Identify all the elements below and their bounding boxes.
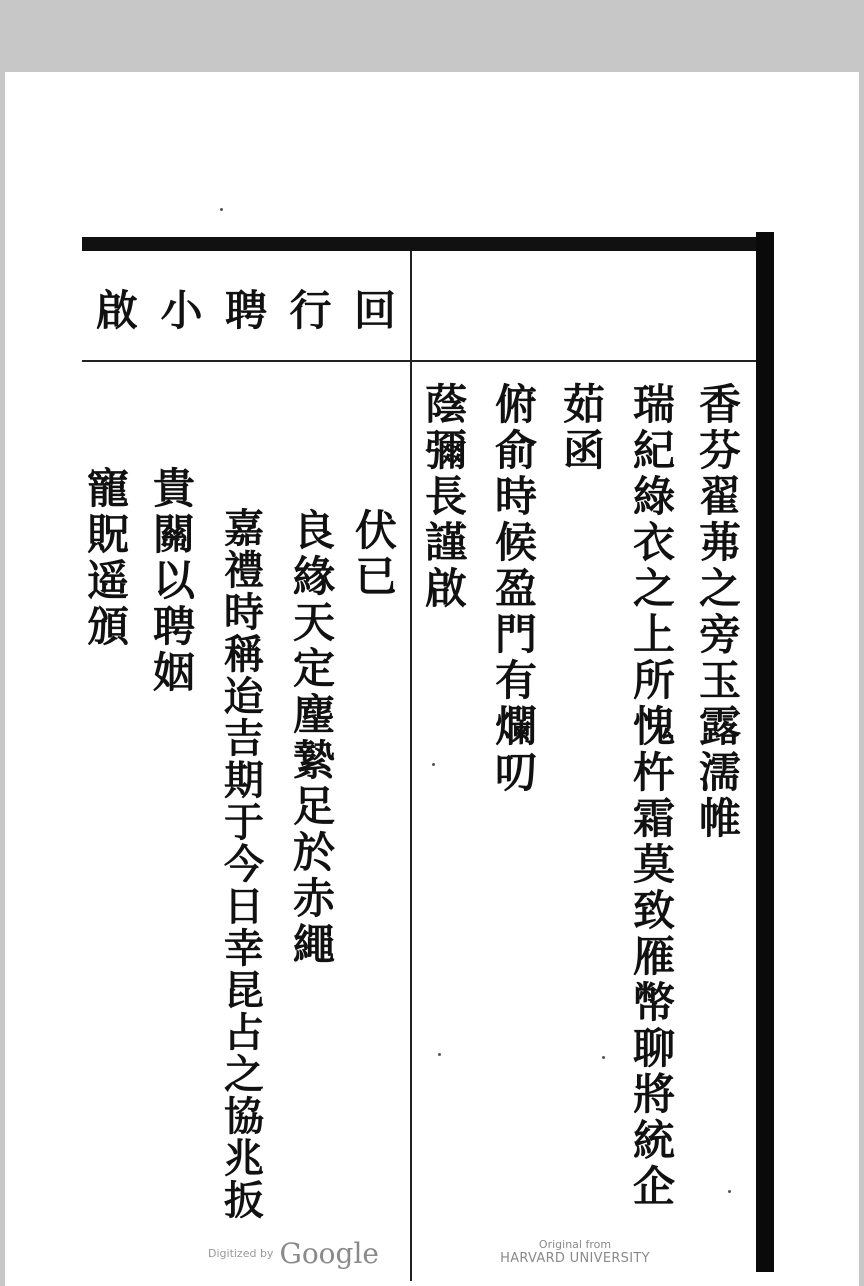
column-char: 盈 (494, 564, 537, 613)
column-char: 函 (562, 426, 605, 475)
column-char: 瑞 (632, 380, 675, 429)
column-char: 長 (424, 472, 467, 521)
column-char: 紀 (632, 426, 675, 475)
column-char: 衣 (632, 518, 675, 567)
column-char: 彌 (424, 426, 467, 475)
column-char: 迨 (224, 673, 264, 720)
text-column (80, 466, 136, 650)
column-char: 雁 (632, 932, 675, 981)
text-column (488, 382, 544, 796)
column-char: 所 (632, 656, 675, 705)
column-char: 之 (698, 564, 741, 613)
column-char: 以 (152, 556, 195, 605)
column-char: 之 (224, 1051, 264, 1098)
text-column (146, 466, 202, 696)
column-char: 期 (224, 757, 264, 804)
column-char: 禮 (224, 547, 264, 594)
column-char: 旁 (698, 610, 741, 659)
column-char: 有 (494, 656, 537, 705)
text-column (626, 382, 682, 1210)
column-char: 頒 (86, 602, 129, 651)
source-credit (500, 1238, 650, 1266)
institution-label: HARVARD UNIVERSITY (500, 1251, 650, 1266)
column-char: 統 (632, 1116, 675, 1165)
column-char: 霜 (632, 794, 675, 843)
column-char: 于 (224, 799, 264, 846)
column-char: 將 (632, 1070, 675, 1119)
column-char: 愧 (632, 702, 675, 751)
column-char: 繩 (292, 920, 335, 969)
column-char: 芬 (698, 426, 741, 475)
column-char: 今 (224, 841, 264, 888)
column-char: 企 (632, 1162, 675, 1211)
text-column (286, 508, 342, 968)
column-char: 莫 (632, 840, 675, 889)
column-char: 茹 (562, 380, 605, 429)
column-char: 扳 (224, 1177, 264, 1224)
column-char: 致 (632, 886, 675, 935)
column-char: 兆 (224, 1135, 264, 1182)
column-char: 寵 (86, 464, 129, 513)
column-char: 露 (698, 702, 741, 751)
column-char: 伏 (354, 506, 397, 555)
title-char: 小 (160, 286, 203, 335)
column-char: 濡 (698, 748, 741, 797)
text-column (692, 382, 748, 842)
column-char: 已 (354, 552, 397, 601)
digitized-by-label: Digitized by (208, 1246, 274, 1260)
header-divider-line (82, 360, 756, 362)
title-char: 回 (353, 286, 396, 335)
column-char: 候 (494, 518, 537, 567)
column-char: 時 (224, 589, 264, 636)
column-char: 麈 (292, 690, 335, 739)
top-border-rule (82, 237, 772, 251)
column-char: 時 (494, 472, 537, 521)
column-char: 足 (292, 782, 335, 831)
column-char: 昆 (224, 967, 264, 1014)
column-char: 貴 (152, 464, 195, 513)
column-char: 縶 (292, 736, 335, 785)
column-char: 聊 (632, 1024, 675, 1073)
column-char: 翟 (698, 472, 741, 521)
ink-speck (220, 208, 223, 211)
column-char: 姻 (152, 648, 195, 697)
column-char: 天 (292, 598, 335, 647)
column-char: 香 (698, 380, 741, 429)
text-column (556, 382, 612, 474)
column-char: 遥 (86, 556, 129, 605)
column-char: 緣 (292, 552, 335, 601)
column-char: 幣 (632, 978, 675, 1027)
title-char: 啟 (96, 286, 139, 335)
title-char: 行 (289, 286, 332, 335)
column-char: 赤 (292, 874, 335, 923)
text-column (418, 382, 474, 612)
ink-speck (438, 1053, 441, 1056)
title-char: 聘 (224, 286, 267, 335)
page-title (82, 278, 410, 338)
column-char: 茀 (698, 518, 741, 567)
column-char: 綠 (632, 472, 675, 521)
column-char: 稱 (224, 631, 264, 678)
text-column (216, 505, 272, 1224)
column-char: 杵 (632, 748, 675, 797)
column-char: 協 (224, 1093, 264, 1140)
right-border-rule (756, 232, 774, 1272)
column-char: 帷 (698, 794, 741, 843)
column-char: 爛 (494, 702, 537, 751)
original-from-label: Original from (538, 1238, 612, 1251)
column-char: 蔭 (424, 380, 467, 429)
column-char: 俞 (494, 426, 537, 475)
column-char: 之 (632, 564, 675, 613)
column-char: 吉 (224, 715, 264, 762)
column-char: 良 (292, 506, 335, 555)
text-column (348, 508, 404, 600)
ink-speck (432, 763, 435, 766)
column-char: 於 (292, 828, 335, 877)
column-char: 貺 (86, 510, 129, 559)
column-char: 聘 (152, 602, 195, 651)
column-char: 啟 (424, 564, 467, 613)
google-digitized-credit (208, 1236, 379, 1270)
column-char: 門 (494, 610, 537, 659)
column-char: 幸 (224, 925, 264, 972)
column-char: 嘉 (224, 505, 264, 552)
column-char: 叨 (494, 748, 537, 797)
ink-speck (602, 1056, 605, 1059)
column-char: 謹 (424, 518, 467, 567)
column-char: 日 (224, 883, 264, 930)
ink-speck (728, 1190, 731, 1193)
column-char: 玉 (698, 656, 741, 705)
column-char: 俯 (494, 380, 537, 429)
google-logo: Google (279, 1236, 379, 1270)
column-char: 占 (224, 1009, 264, 1056)
center-divider-line (410, 251, 412, 1281)
column-char: 上 (632, 610, 675, 659)
column-char: 定 (292, 644, 335, 693)
column-char: 關 (152, 510, 195, 559)
